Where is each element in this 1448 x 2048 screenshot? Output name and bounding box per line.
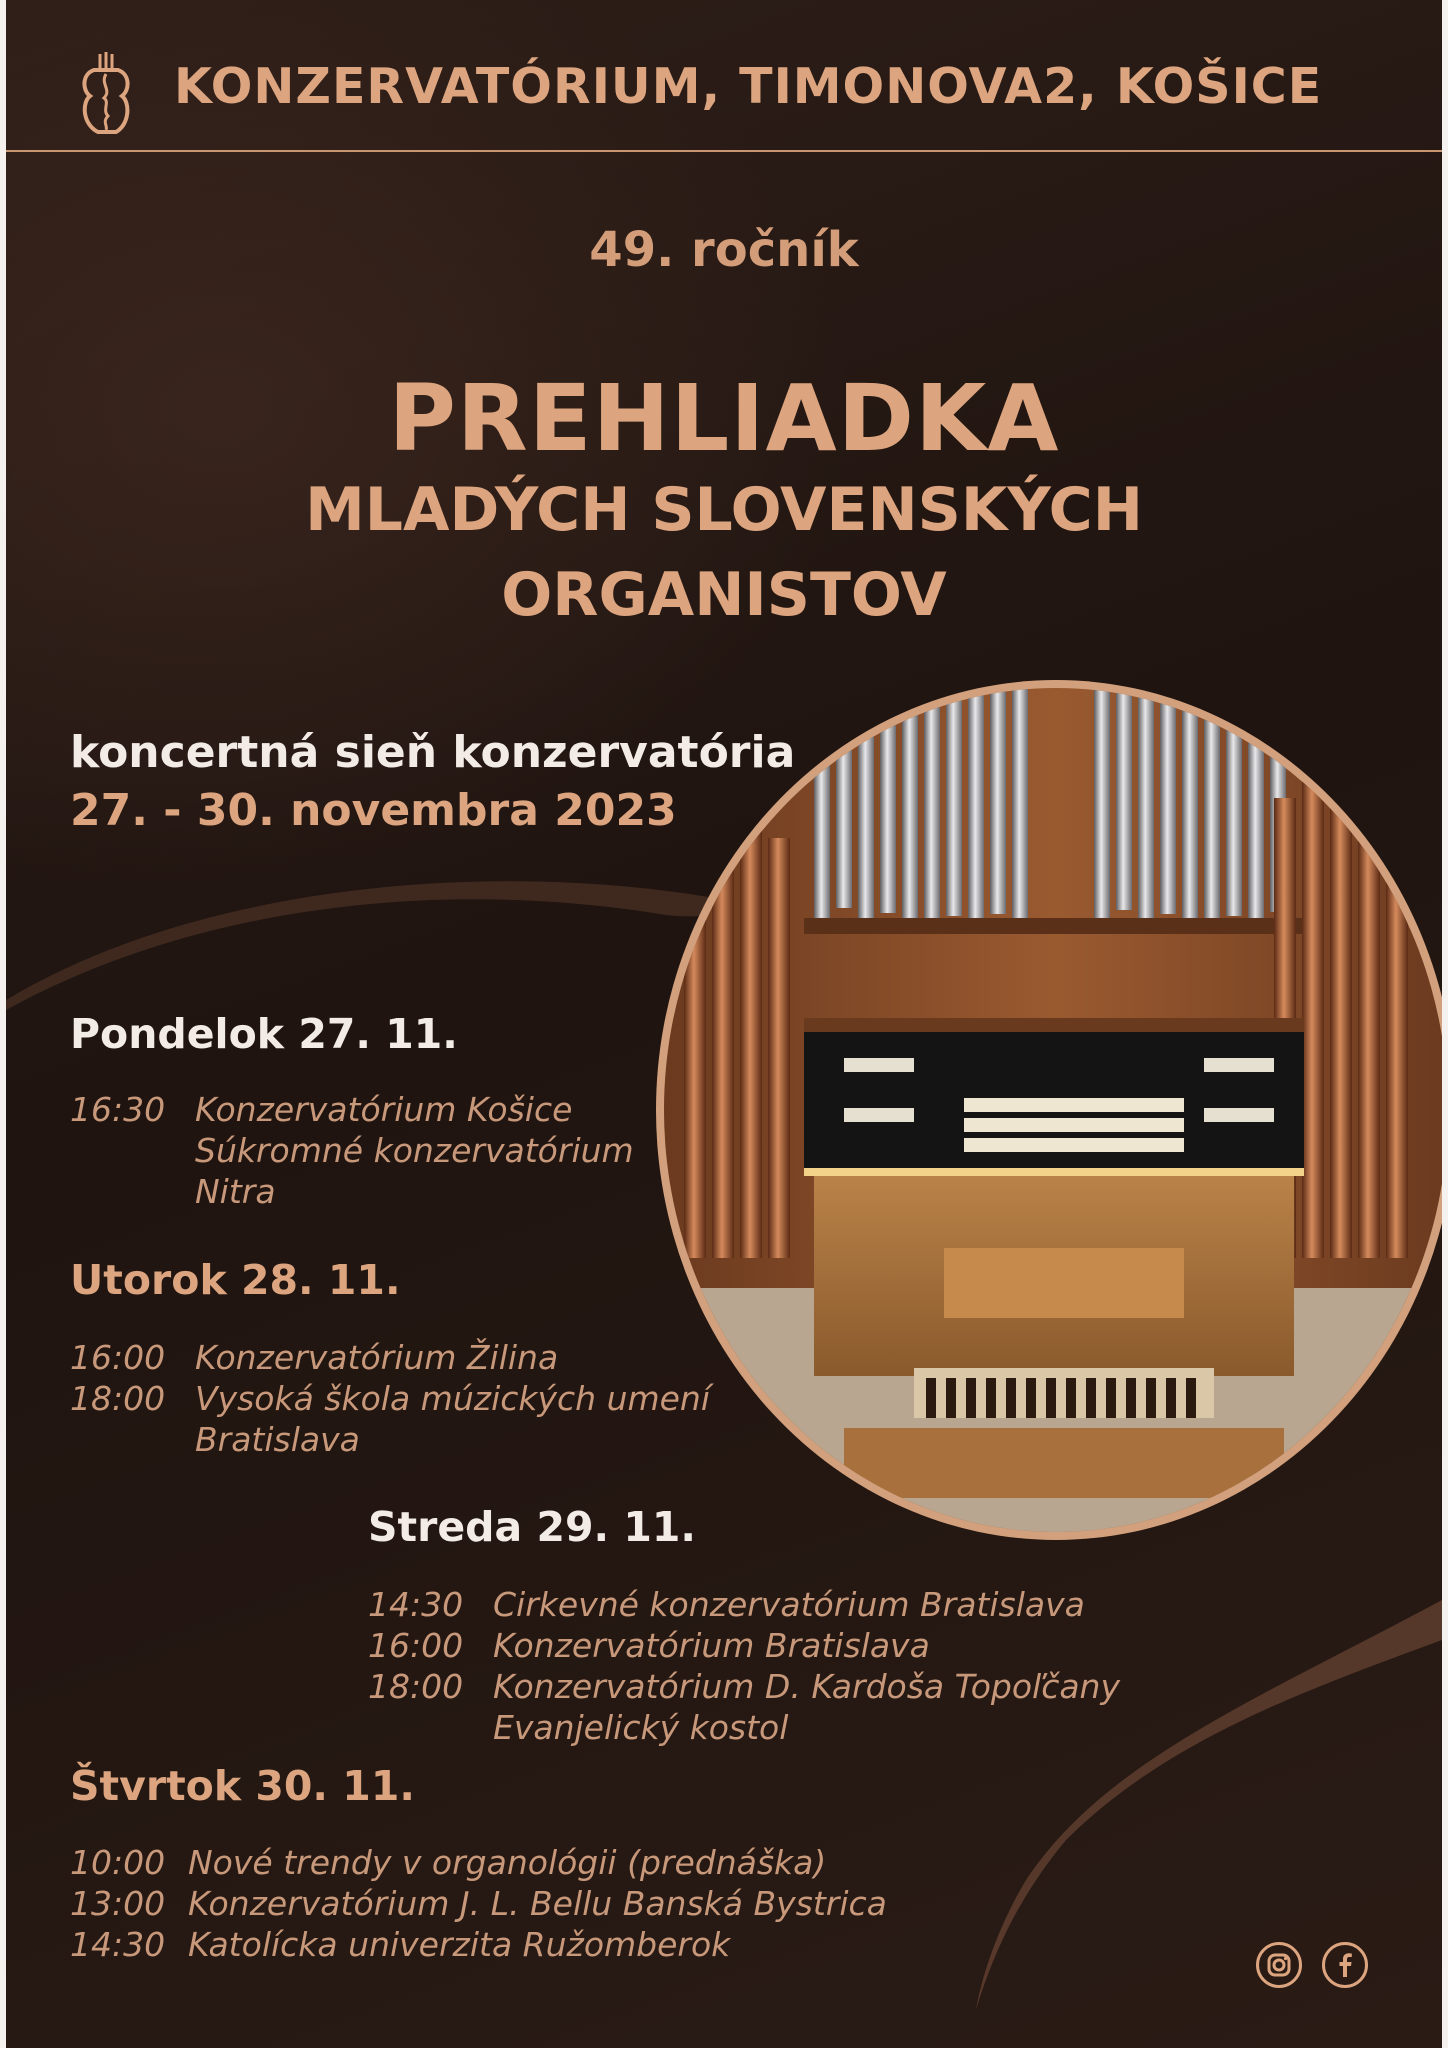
organ-photo — [664, 688, 1442, 1532]
entry-desc: Súkromné konzervatórium — [195, 1131, 634, 1170]
entry-desc: Konzervatórium D. Kardoša Topoľčany — [493, 1667, 1120, 1706]
violin-face-logo-icon — [76, 50, 136, 136]
entry-desc: Nové trendy v organológii (prednáška) — [188, 1843, 827, 1882]
entry-desc: Konzervatórium Bratislava — [493, 1626, 930, 1665]
instagram-icon[interactable] — [1256, 1942, 1302, 1988]
schedule-entry — [70, 1090, 573, 1129]
venue-label: koncertná sieň konzervatória — [70, 727, 796, 778]
event-title: PREHLIADKA — [388, 365, 1060, 472]
schedule-entry — [70, 1884, 887, 1923]
entry-time: 18:00 — [70, 1379, 166, 1418]
entry-desc: Konzervatórium Košice — [195, 1090, 573, 1129]
entry-time: 18:00 — [368, 1667, 464, 1706]
day-heading-thursday: Štvrtok 30. 11. — [70, 1762, 415, 1810]
day-heading-tuesday: Utorok 28. 11. — [70, 1256, 401, 1304]
entry-time: 14:30 — [70, 1925, 166, 1964]
header-divider — [6, 150, 1442, 152]
event-dates: 27. - 30. novembra 2023 — [70, 785, 677, 836]
schedule-entry — [368, 1667, 1120, 1706]
event-subtitle-line1: MLADÝCH SLOVENSKÝCH — [305, 475, 1143, 545]
entry-desc: Bratislava — [195, 1420, 360, 1459]
entry-time: 16:00 — [368, 1626, 464, 1665]
entry-time: 10:00 — [70, 1843, 166, 1882]
facebook-icon[interactable] — [1322, 1942, 1368, 1988]
edition-label: 49. ročník — [589, 222, 859, 278]
schedule-entry — [70, 1338, 559, 1377]
entry-desc: Vysoká škola múzických umení — [195, 1379, 711, 1418]
header-title: KONZERVATÓRIUM, TIMONOVA2, KOŠICE — [174, 58, 1323, 115]
day-heading-monday: Pondelok 27. 11. — [70, 1010, 458, 1058]
entry-desc: Nitra — [195, 1172, 276, 1211]
entry-desc: Cirkevné konzervatórium Bratislava — [493, 1585, 1085, 1624]
entry-time: 16:00 — [70, 1338, 166, 1377]
entry-desc: Konzervatórium Žilina — [195, 1338, 559, 1377]
schedule-entry — [368, 1626, 930, 1665]
entry-desc: Katolícka univerzita Ružomberok — [188, 1925, 731, 1964]
page-edge-right — [1442, 0, 1448, 2048]
entry-time: 13:00 — [70, 1884, 166, 1923]
schedule-entry — [70, 1379, 711, 1418]
schedule-entry — [70, 1925, 731, 1964]
day-heading-wednesday: Streda 29. 11. — [368, 1503, 696, 1551]
entry-desc: Evanjelický kostol — [493, 1708, 789, 1747]
schedule-entry — [368, 1585, 1085, 1624]
schedule-entry — [70, 1843, 827, 1882]
entry-time: 14:30 — [368, 1585, 464, 1624]
entry-desc: Konzervatórium J. L. Bellu Banská Bystrica — [188, 1884, 887, 1923]
event-subtitle-line2: ORGANISTOV — [501, 560, 947, 630]
entry-time: 16:30 — [70, 1090, 166, 1129]
poster — [6, 0, 1442, 2048]
